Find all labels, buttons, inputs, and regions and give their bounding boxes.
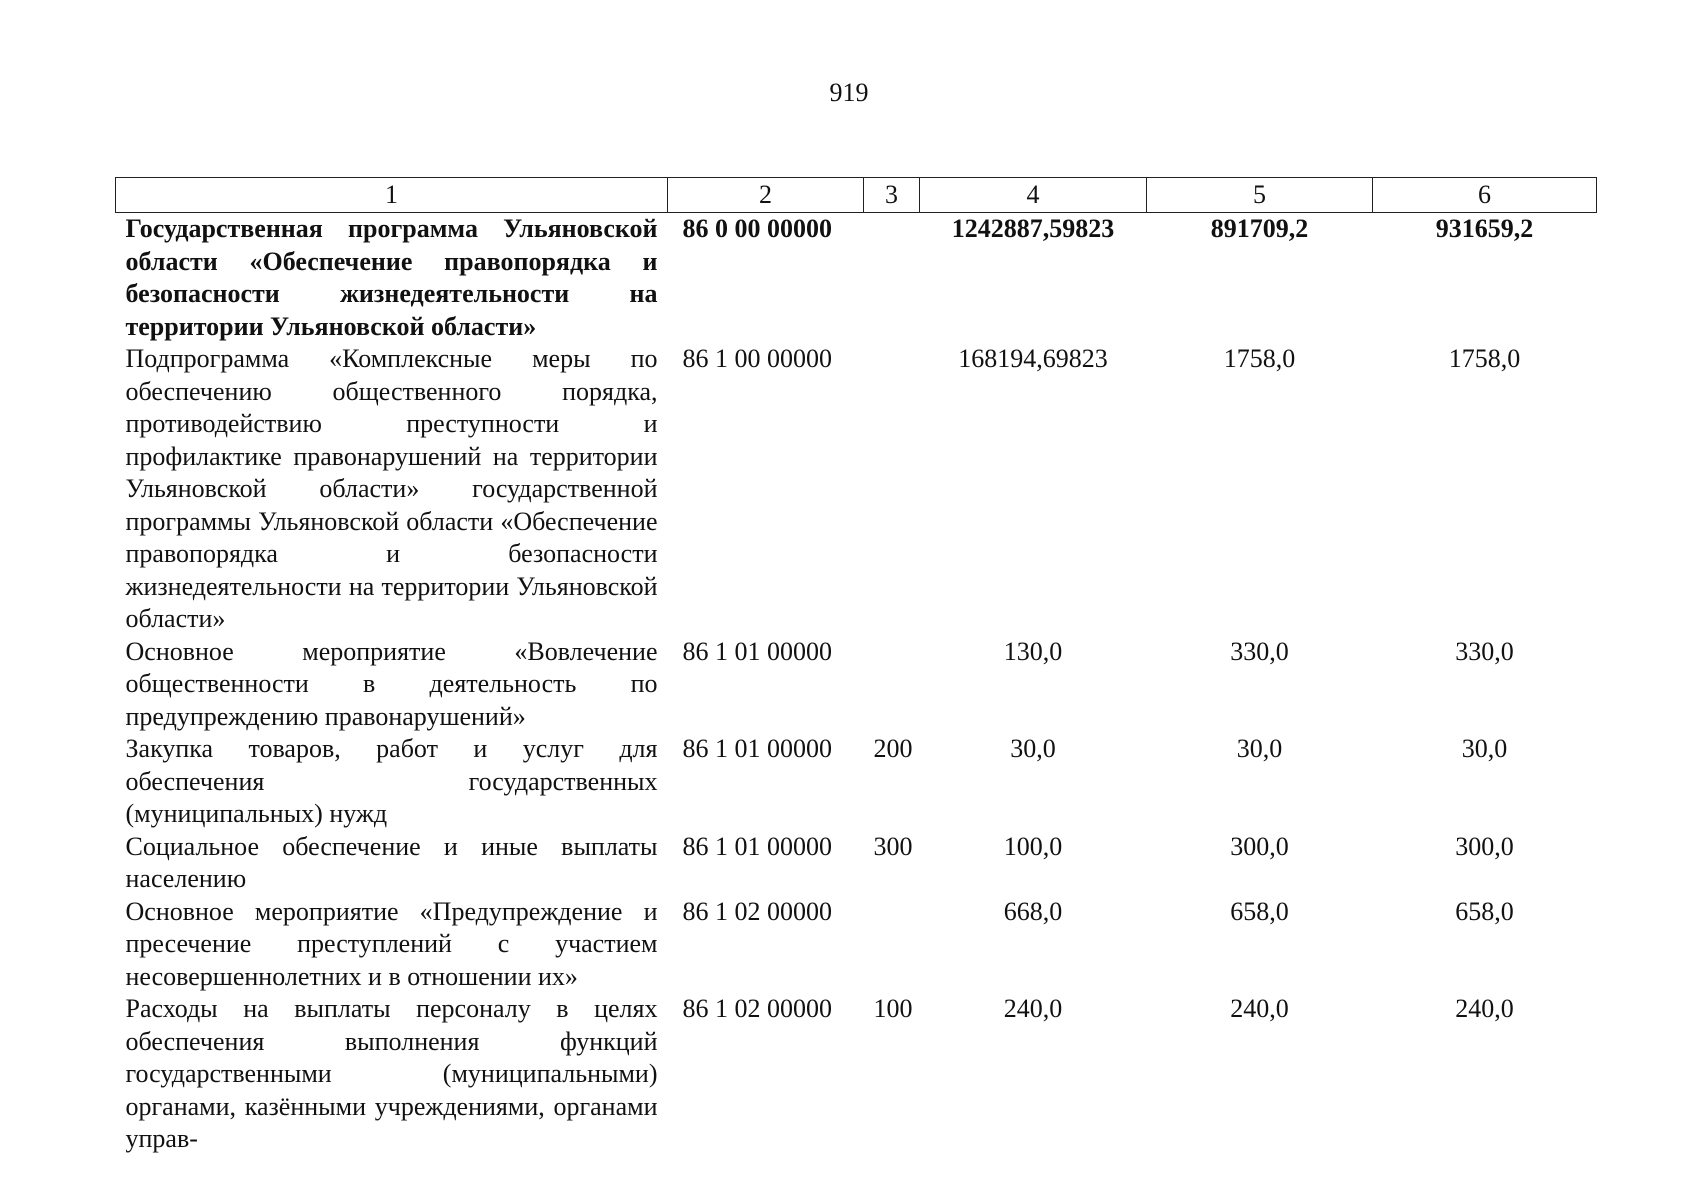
row-name-cell: Государственная программа Ульяновской области «Обеспечение правопорядка и безопасности жизнедеятельности на территории Ульяновской области» — [125, 214, 658, 341]
table-row — [116, 733, 1597, 831]
row-amount-col6-cell: 240,0 — [1455, 994, 1514, 1023]
row-name-cell: Социальное обеспечение и иные выплаты населению — [125, 831, 658, 893]
row-amount-col5-cell: 1758,0 — [1223, 344, 1296, 373]
column-header-1: 1 — [116, 178, 668, 213]
column-number-header-row — [116, 178, 1597, 213]
column-header-4: 4 — [920, 178, 1147, 213]
table-row — [116, 636, 1597, 734]
row-name-cell: Закупка товаров, работ и услуг для обеспечения государственных (муниципальных) нужд — [125, 734, 658, 828]
row-code-cell: 86 0 00 00000 — [682, 214, 832, 243]
row-expense-type-cell — [864, 343, 920, 636]
column-header-6: 6 — [1373, 178, 1597, 213]
row-amount-col4-cell: 168194,69823 — [958, 344, 1108, 373]
row-amount-col6-cell: 300,0 — [1455, 831, 1514, 861]
row-expense-type-cell: 300 — [873, 831, 913, 861]
row-amount-col5-cell: 658,0 — [1230, 896, 1289, 926]
table-row — [116, 993, 1597, 1156]
row-amount-col5-cell: 300,0 — [1230, 831, 1289, 861]
row-amount-col6-cell: 931659,2 — [1435, 214, 1534, 243]
row-name-cell: Расходы на выплаты персоналу в целях обеспечения выполнения функций государственными (муниципальными) органами, казёнными учреждениями, органами управ- — [125, 994, 658, 1153]
row-amount-col5-cell: 891709,2 — [1210, 214, 1309, 243]
table-row — [116, 343, 1597, 636]
column-header-5: 5 — [1147, 178, 1373, 213]
row-code-cell: 86 1 02 00000 — [682, 896, 832, 926]
row-amount-col6-cell: 330,0 — [1455, 636, 1514, 666]
row-amount-col5-cell: 240,0 — [1230, 994, 1289, 1023]
page-number: 919 — [829, 78, 869, 107]
row-code-cell: 86 1 01 00000 — [682, 636, 832, 666]
row-amount-col4-cell: 1242887,59823 — [951, 214, 1115, 243]
row-amount-col5-cell: 30,0 — [1236, 734, 1283, 763]
row-code-cell: 86 1 01 00000 — [682, 831, 832, 861]
row-code-cell: 86 1 00 00000 — [682, 344, 832, 373]
row-name-cell: Подпрограмма «Комплексные меры по обеспечению общественного порядка, противодействию преступности и профилактике правонарушений на территории Ульяновской области» государственной программы Ульяновской области «Обеспечение правопорядка и безопасности жизнедеятельности на территории Ульяновской области» — [125, 344, 658, 633]
row-amount-col6-cell: 30,0 — [1461, 734, 1508, 763]
table-row — [116, 831, 1597, 896]
row-amount-col6-cell: 658,0 — [1455, 896, 1514, 926]
row-amount-col4-cell: 100,0 — [1003, 831, 1063, 861]
row-expense-type-cell — [864, 896, 920, 994]
row-expense-type-cell: 200 — [873, 734, 913, 763]
row-amount-col5-cell: 330,0 — [1230, 636, 1289, 666]
row-amount-col4-cell: 30,0 — [1010, 734, 1056, 763]
row-amount-col4-cell: 240,0 — [1003, 994, 1063, 1023]
table-row — [116, 213, 1597, 344]
row-amount-col4-cell: 130,0 — [1003, 636, 1063, 666]
row-amount-col4-cell: 668,0 — [1003, 896, 1063, 926]
column-header-3: 3 — [864, 178, 920, 213]
table-row — [116, 896, 1597, 994]
column-header-2: 2 — [668, 178, 864, 213]
row-expense-type-cell — [864, 213, 920, 344]
row-code-cell: 86 1 01 00000 — [682, 734, 832, 763]
budget-table — [115, 177, 1597, 1156]
row-code-cell: 86 1 02 00000 — [682, 994, 832, 1023]
row-name-cell: Основное мероприятие «Предупреждение и пресечение преступлений с участием несовершеннолетних и в отношении их» — [125, 896, 658, 991]
row-expense-type-cell: 100 — [873, 994, 913, 1023]
row-name-cell: Основное мероприятие «Вовлечение общественности в деятельность по предупреждению правонарушений» — [125, 636, 658, 731]
row-amount-col6-cell: 1758,0 — [1448, 344, 1521, 373]
row-expense-type-cell — [864, 636, 920, 734]
